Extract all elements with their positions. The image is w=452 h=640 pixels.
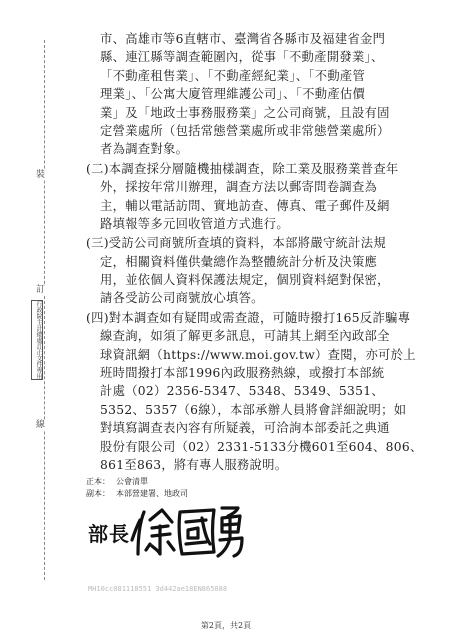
text-line: 定，相關資料僅供彙總作為整體統計分析及決策應 <box>100 254 378 269</box>
document-body <box>86 30 423 474</box>
text-line: 班時間撥打本部1996內政服務熱線，或撥打本部統 <box>100 366 385 381</box>
text-line: 861至863，將有專人服務說明。 <box>100 457 288 472</box>
signature-title: 部長 <box>88 522 130 546</box>
text-line: 線查詢，如須了解更多訊息，可請其上網至內政部全 <box>100 329 390 344</box>
text-line: 路填報等多元回收管道方式進行。 <box>100 216 289 231</box>
text-line: 本調查採分層隨機抽樣調查，除工業及服務業普查年 <box>108 161 399 176</box>
text-line: 受訪公司商號所查填的資料，本部將嚴守統計法規 <box>108 236 386 251</box>
page-number: 第2頁，共2頁 <box>200 621 252 630</box>
text-line: 對填寫調查表內容有所疑義，可洽詢本部委託之典通 <box>100 421 390 436</box>
text-line: 計處（02）2356-5347、5348、5349、5351、 <box>100 384 384 399</box>
text-line: 對本調查如有疑問或需查證，可隨時撥打165反詐騙專 <box>108 310 411 325</box>
correction-stamp: 行政院主計總處訂正文件專用 <box>31 300 43 380</box>
distribution-list <box>86 476 188 500</box>
text-line: 業」及「地政士事務服務業」之公司商號，且設有固 <box>100 105 390 120</box>
item-number: (二) <box>86 161 109 176</box>
original-label: 正本： <box>86 477 110 486</box>
text-line: 市、高雄市等6直轄市、臺灣省各縣市及福建省金門 <box>100 32 386 46</box>
binding-mark-top: 裝 <box>36 170 46 180</box>
text-line: 外，採按年常川辦理，調查方法以郵寄問卷調查為 <box>100 180 378 195</box>
document-serial: MH10cc081118551 3d442ae18EN865088 <box>88 585 228 593</box>
text-line: 「不動產租售業」、「不動產經紀業」、「不動產管 <box>100 68 366 83</box>
text-line: 理業」、「公寓大廈管理維護公司」、「不動產估價 <box>100 87 366 102</box>
text-line: 5352、5357（6線），本部承辦人員將會詳細說明；如 <box>100 402 407 417</box>
binding-line <box>44 40 45 580</box>
item-number: (三) <box>86 236 109 251</box>
text-line: 股份有限公司（02）2331-5133分機601至604、806、 <box>100 439 423 454</box>
handwritten-signature <box>88 498 248 560</box>
text-line: 縣、連江縣等調查範圍內，從事「不動產開發業」、 <box>100 50 384 65</box>
copy-value: 本部營建署、地政司 <box>116 489 188 498</box>
binding-mark-bottom: 線 <box>36 420 46 430</box>
item-4 <box>86 309 423 475</box>
binding-mark-middle: 訂 <box>36 285 46 295</box>
text-line: 球資訊網（https://www.moi.gov.tw）查閱，亦可於上 <box>100 347 416 362</box>
item-number: (四) <box>86 310 109 325</box>
item-3 <box>86 234 416 308</box>
text-line: 請各受訪公司商號放心填答。 <box>100 291 264 306</box>
text-line: 定營業處所（包括常態營業處所或非常態營業處所） <box>100 123 390 138</box>
item-2 <box>86 160 416 234</box>
intro-paragraph <box>86 30 416 159</box>
text-line: 者為調查對象。 <box>100 142 189 157</box>
text-line: 用，並依個人資料保護法規定，個別資料絕對保密， <box>100 273 390 288</box>
copy-label: 副本： <box>86 489 110 498</box>
original-recipient <box>86 476 188 488</box>
minister-signature <box>88 498 248 560</box>
original-value: 公會清單 <box>116 477 148 486</box>
text-line: 主，輔以電話訪問、實地訪查、傳真、電子郵件及網 <box>100 198 390 213</box>
